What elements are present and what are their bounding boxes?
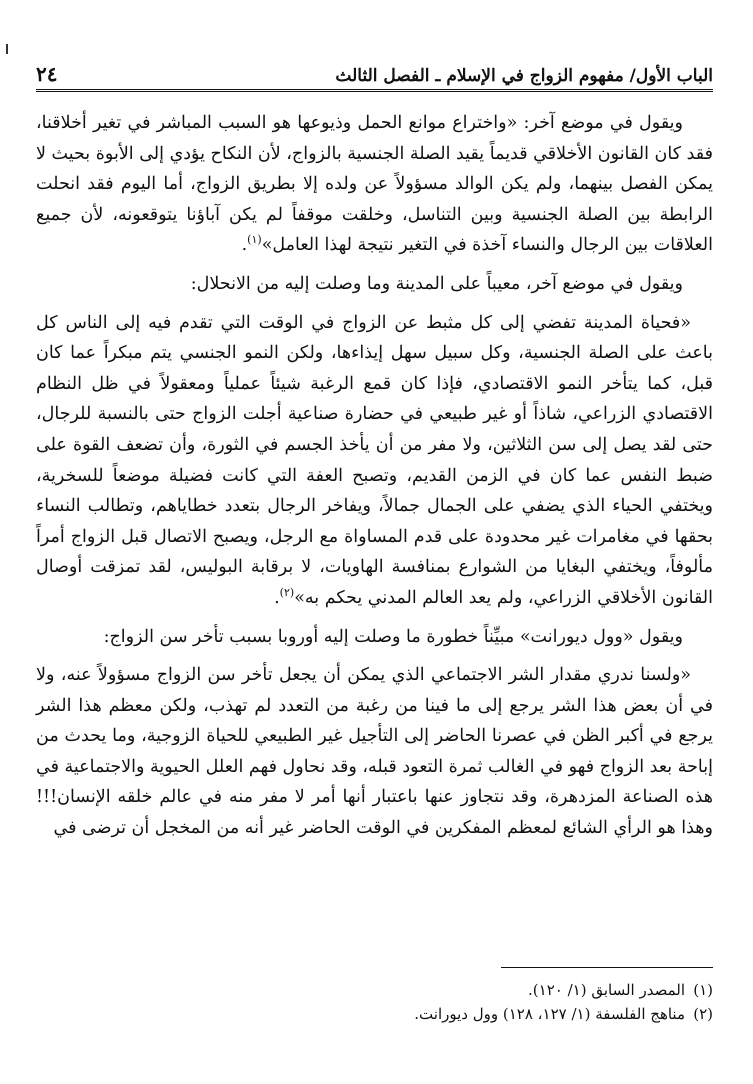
paragraph-1-text: ويقول في موضع آخر: «واختراع موانع الحمل وذيوعها هو السبب المباشر في تغير أخلاقنا، فقد كان القانون الأخلاقي قديماً يقيد الصلة الجنسية بالزواج، لأن النكاح يؤدي إلى الأبوة بحيث لا يمكن الفصل بينهما، ولم يكن الوالد مسؤولاً عن ولده إلا بطريق الزواج، أما اليوم فقد انحلت الرابطة بين الصلة الجنسية وبين التناسل، وخلقت موقفاً لم يكن آباؤنا يتوقعونه، لأن جميع العلاقات بين الرجال والنساء آخذة في التغير نتيجة لهذا العامل» — [36, 113, 713, 256]
footnote-rule — [501, 967, 713, 968]
paragraph-3: «فحياة المدينة تفضي إلى كل مثبط عن الزواج في الوقت التي تقدم فيه إلى الناس كل باعث على الصلة الجنسية، وكل سبيل سهل إيذاءها، ولكن النمو الجنسي يتم مبكراً عما كان قبل، كما يتأخر النمو الاقتصادي، فإذا كان قمع الرغبة شيئاً عملياً ومعقولاً في ظل النظام الاقتصادي الزراعي، شاذاً أو غير طبيعي في حضارة صناعية أجلت الزواج حتى بالنسبة للرجال، حتى لقد يصل إلى سن الثلاثين، ولا مفر من أن يأخذ الجسم في الثورة، وأن تضعف القوة على ضبط النفس عما كان في الزمن القديم، وتصبح العفة التي كانت فضيلة موضعاً للسخرية، ويختفي الحياء الذي يضفي على الجمال جمالاً، ويفاخر الرجال بتعدد خطاياهم، وتطالب النساء بحقها في مغامرات غير محدودة على قدم المساواة مع الرجل، ويصبح الاتصال قبل الزواج أمراً مألوفاً، ويختفي البغايا من الشوارع بمنافسة الهاويات، لا برقابة البوليس، لقد تمزقت أوصال القانون الأخلاقي الزراعي، ولم يعد العالم المدني يحكم به»$^{(٢)}$. — [36, 312, 713, 608]
page-header — [36, 56, 713, 86]
footnotes — [36, 978, 713, 1026]
footnote-2-text: مناهج الفلسفة (١/ ١٢٧، ١٢٨) وول ديورانت. — [414, 1005, 685, 1023]
paragraph-3-text: «فحياة المدينة تفضي إلى كل مثبط عن الزواج في الوقت التي تقدم فيه إلى الناس كل باعث على الصلة الجنسية، وكل سبيل سهل إيذاءها، ولكن النمو الجنسي يتم مبكراً عما كان قبل، كما يتأخر النمو الاقتصادي، فإذا كان قمع الرغبة شيئاً عملياً ومعقولاً في ظل النظام الاقتصادي الزراعي، شاذاً أو غير طبيعي في حضارة صناعية أجلت الزواج حتى بالنسبة للرجال، حتى لقد يصل إلى سن الثلاثين، ولا مفر من أن يأخذ الجسم في الثورة، وأن تضعف القوة على ضبط النفس عما كان في الزمن القديم، وتصبح العفة التي كانت فضيلة موضعاً للسخرية، ويختفي الحياء الذي يضفي على الجمال جمالاً، ويفاخر الرجال بتعدد خطاياهم، وتطالب النساء بحقها في مغامرات غير محدودة على قدم المساواة مع الرجل، ويصبح الاتصال قبل الزواج أمراً مألوفاً، ويختفي البغايا من الشوارع بمنافسة الهاويات، لا برقابة البوليس، لقد تمزقت أوصال القانون الأخلاقي الزراعي، ولم يعد العالم المدني يحكم به» — [36, 312, 713, 608]
footnote-2 — [36, 1002, 713, 1026]
header-title: الباب الأول/ مفهوم الزواج في الإسلام ـ الفصل الثالث — [335, 66, 713, 86]
header-rule — [36, 89, 713, 92]
paragraph-2: ويقول في موضع آخر، معيباً على المدينة وما وصلت إليه من الانحلال: — [190, 273, 683, 294]
footnote-ref-2: (٢) — [279, 586, 295, 600]
paragraph-1: ويقول في موضع آخر: «واختراع موانع الحمل وذيوعها هو السبب المباشر في تغير أخلاقنا، فقد كان القانون الأخلاقي قديماً يقيد الصلة الجنسية بالزواج، لأن النكاح يؤدي إلى الأبوة بحيث لا يمكن الفصل بينهما، ولم يكن الوالد مسؤولاً عن ولده إلا بطريق الزواج، أما اليوم فقد انحلت الرابطة بين الصلة الجنسية وبين التناسل، وخلقت موقفاً لم يكن آباؤنا يتوقعونه، لأن جميع العلاقات بين الرجال والنساء آخذة في التغير نتيجة لهذا العامل»$^{(١)}$. — [36, 113, 713, 256]
scan-mark — [6, 44, 8, 54]
paragraph-5: «ولسنا ندري مقدار الشر الاجتماعي الذي يمكن أن يجعل تأخر سن الزواج مسؤولاً عنه، ولا في أن بعض هذا الشر يرجع إلى ما فينا من رغبة من التعدد لم تهذب، ولكن معظم هذا الشر يرجع في أكبر الظن في عصرنا الحاضر إلى التأجيل غير الطبيعي للحياة الزوجية، وما يحدث من إباحة بعد الزواج فهو في الغالب ثمرة التعود قبله، وقد نحاول فهم العلل الحيوية والاجتماعية في هذه الصناعة المزدهرة، وقد نتجاوز عنها باعتبار أنها أمر لا مفر منه في عالم خلقه الإنسان!!! وهذا هو الرأي الشائع لمعظم المفكرين في الوقت الحاضر غير أنه من المخجل أن ترضى في — [36, 665, 713, 839]
body-text — [36, 108, 713, 852]
footnote-ref-1: (١) — [247, 233, 262, 247]
footnote-2-number: (٢) — [693, 1005, 713, 1023]
footnote-1-text: المصدر السابق (١/ ١٢٠). — [528, 981, 685, 999]
footnote-1 — [36, 978, 713, 1002]
paragraph-4: ويقول «وول ديورانت» مبيِّناً خطورة ما وصلت إليه أوروبا بسبب تأخر سن الزواج: — [103, 626, 683, 647]
page-number: ٢٤ — [36, 62, 58, 86]
footnote-1-number: (١) — [693, 981, 713, 999]
